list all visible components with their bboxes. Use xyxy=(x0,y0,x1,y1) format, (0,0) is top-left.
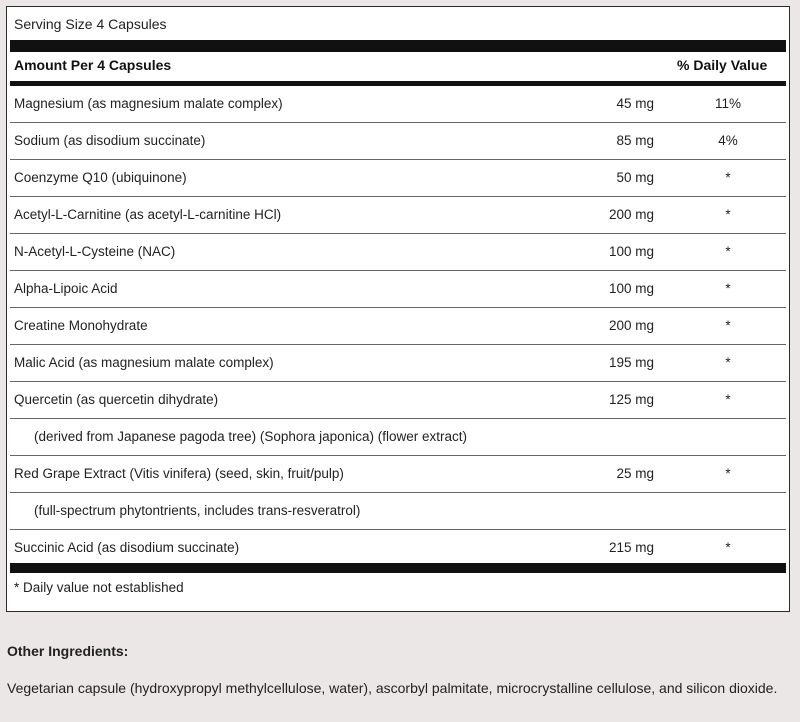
nutrient-row xyxy=(10,382,786,419)
nutrient-amount: 195 mg xyxy=(608,355,654,370)
nutrient-row xyxy=(10,345,786,382)
nutrient-amount: 200 mg xyxy=(608,318,654,333)
nutrient-table xyxy=(10,86,786,567)
serving-size: Serving Size 4 Capsules xyxy=(14,16,167,32)
nutrient-detail: (derived from Japanese pagoda tree) (Sophora japonica) (flower extract) xyxy=(34,429,467,444)
amount-per-serving-header: Amount Per 4 Capsules xyxy=(14,57,172,73)
other-ingredients-text: Vegetarian capsule (hydroxypropyl methylcellulose, water), ascorbyl palmitate, microcrystalline cellulose, and silicon dioxide. xyxy=(7,680,778,696)
nutrient-amount: 100 mg xyxy=(608,281,654,296)
nutrient-daily-value: * xyxy=(725,170,731,185)
nutrient-amount: 200 mg xyxy=(608,207,654,222)
nutrient-amount: 25 mg xyxy=(616,466,654,481)
nutrient-row xyxy=(10,271,786,308)
nutrient-row xyxy=(10,234,786,271)
nutrient-daily-value: 4% xyxy=(718,133,738,148)
nutrient-amount: 100 mg xyxy=(608,244,654,259)
nutrient-amount: 45 mg xyxy=(616,96,654,111)
nutrient-row xyxy=(10,308,786,345)
nutrient-name: Alpha-Lipoic Acid xyxy=(14,281,118,296)
daily-value-header: % Daily Value xyxy=(677,57,768,73)
supplement-facts-panel xyxy=(6,6,790,612)
nutrient-amount: 125 mg xyxy=(608,392,654,407)
nutrient-row xyxy=(10,197,786,234)
header-divider-thick xyxy=(10,40,786,52)
nutrient-row xyxy=(10,530,786,567)
nutrient-name: Creatine Monohydrate xyxy=(14,318,148,333)
nutrient-name: Succinic Acid (as disodium succinate) xyxy=(14,540,240,555)
nutrient-name: Acetyl-L-Carnitine (as acetyl-L-carnitine HCl) xyxy=(14,207,282,222)
nutrient-name: N-Acetyl-L-Cysteine (NAC) xyxy=(14,244,176,259)
nutrient-name: Coenzyme Q10 (ubiquinone) xyxy=(14,170,187,185)
daily-value-footnote: * Daily value not established xyxy=(14,580,184,595)
nutrient-row xyxy=(10,160,786,197)
nutrient-row xyxy=(10,123,786,160)
nutrient-name: Red Grape Extract (Vitis vinifera) (seed, skin, fruit/pulp) xyxy=(14,466,344,481)
nutrient-daily-value: * xyxy=(725,355,731,370)
nutrient-row xyxy=(10,456,786,493)
nutrient-daily-value: * xyxy=(725,392,731,407)
nutrient-name: Magnesium (as magnesium malate complex) xyxy=(14,96,283,111)
nutrient-amount: 50 mg xyxy=(616,170,654,185)
nutrient-daily-value: * xyxy=(725,207,731,222)
nutrient-daily-value: * xyxy=(725,318,731,333)
footer-divider-thick xyxy=(10,563,786,573)
nutrient-row xyxy=(10,86,786,123)
nutrient-daily-value: 11% xyxy=(714,96,742,111)
nutrient-name: Quercetin (as quercetin dihydrate) xyxy=(14,392,219,407)
other-ingredients-title: Other Ingredients: xyxy=(7,643,129,659)
nutrient-daily-value: * xyxy=(725,540,731,555)
nutrient-daily-value: * xyxy=(725,466,731,481)
nutrient-name: Malic Acid (as magnesium malate complex) xyxy=(14,355,274,370)
nutrient-daily-value: * xyxy=(725,244,731,259)
nutrient-detail: (full-spectrum phytontrients, includes trans-resveratrol) xyxy=(34,503,361,518)
nutrient-row-detail xyxy=(10,419,786,456)
nutrient-amount: 85 mg xyxy=(616,133,654,148)
nutrient-name: Sodium (as disodium succinate) xyxy=(14,133,206,148)
nutrient-amount: 215 mg xyxy=(608,540,654,555)
nutrient-daily-value: * xyxy=(725,281,731,296)
nutrient-row-detail xyxy=(10,493,786,530)
